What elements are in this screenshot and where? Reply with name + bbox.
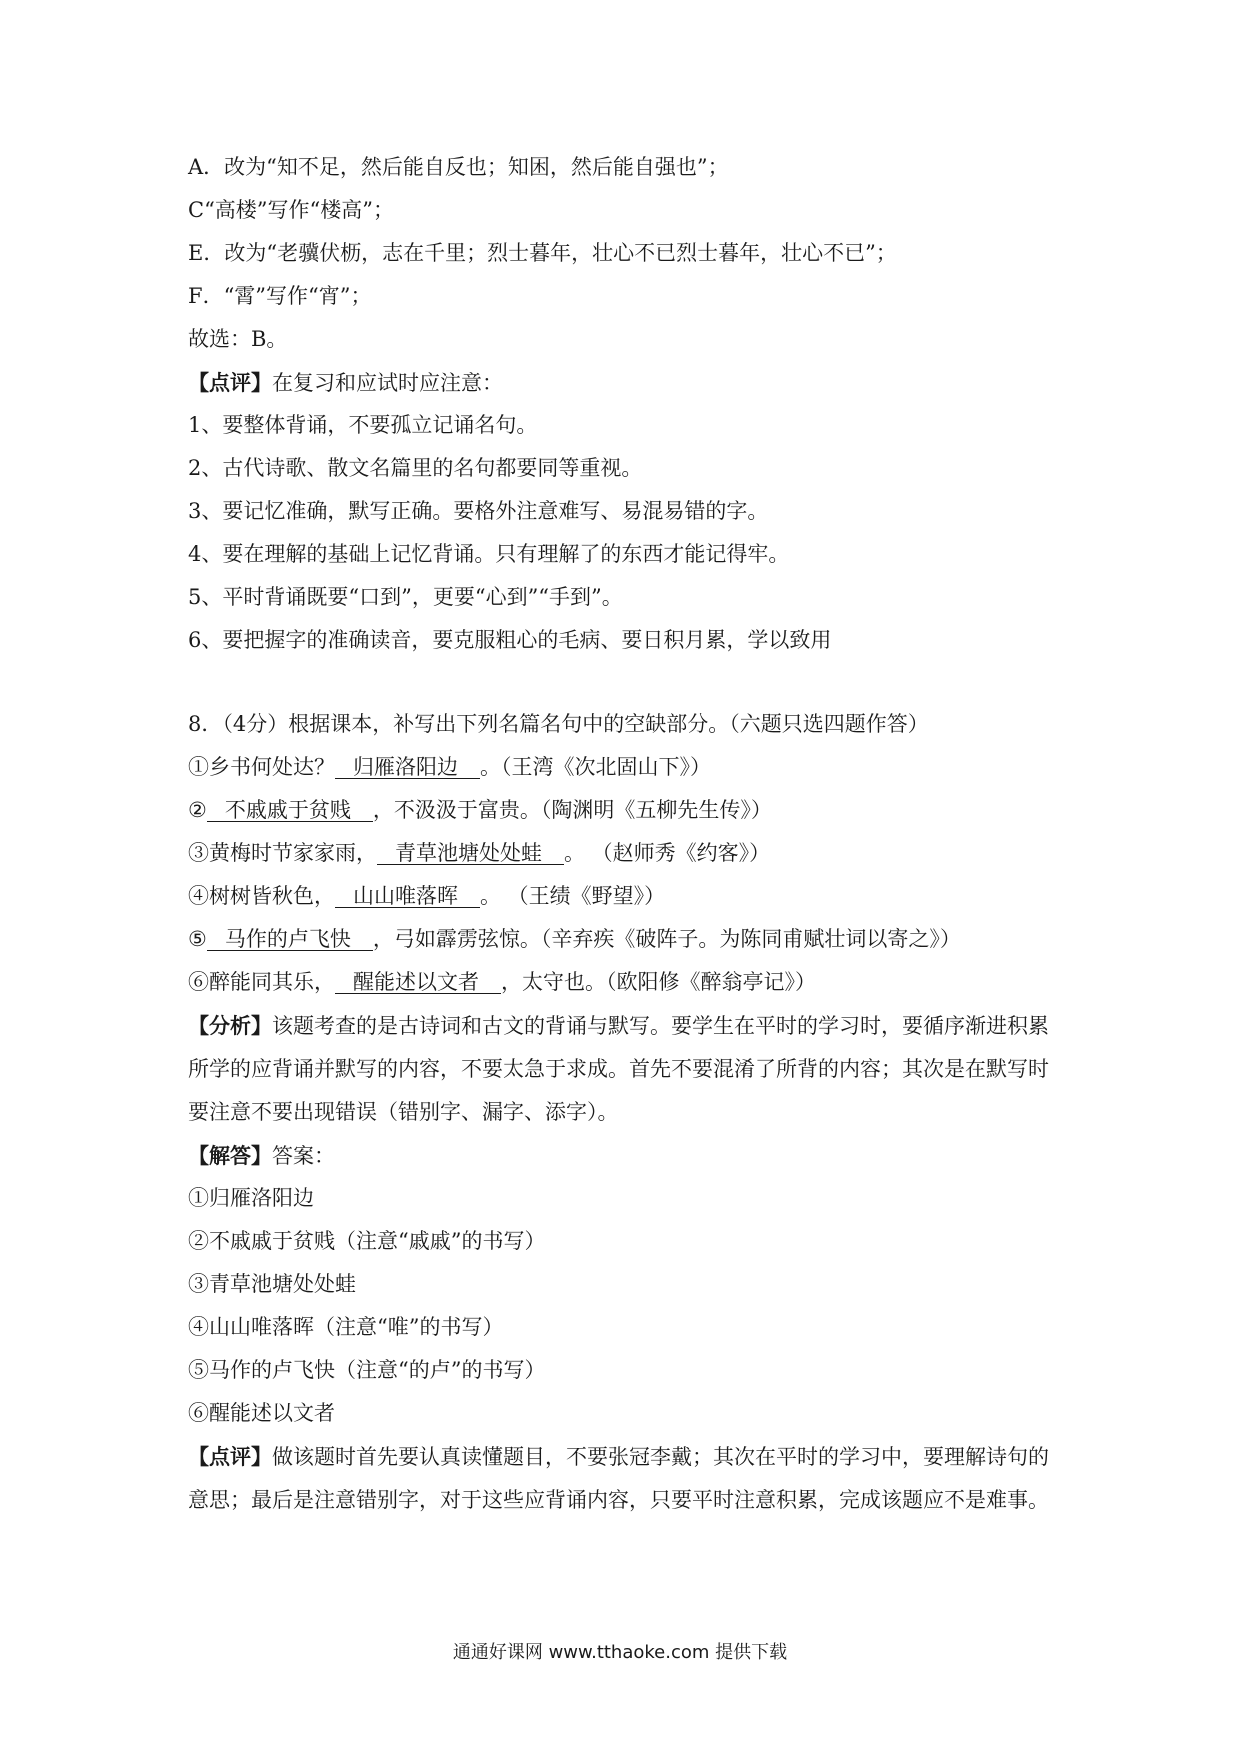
item-suffix: ，太守也。（欧阳修《醉翁亭记》）: [501, 970, 816, 994]
section-spacer: [188, 662, 1068, 703]
fill-blank-item: [188, 832, 1068, 875]
option-f-line: F．“霄”写作“宵”；: [188, 284, 372, 308]
tip-item: 5、平时背诵既要“口到”，更要“心到”“手到”。: [188, 585, 623, 609]
answer-tag: 【解答】: [188, 1143, 272, 1168]
option-a-line: A．改为“知不足，然后能自反也；知困，然后能自强也”；: [188, 155, 729, 179]
analysis-tag: 【分析】: [188, 1013, 272, 1038]
tip-item: 4、要在理解的基础上记忆背诵。只有理解了的东西才能记得牢。: [188, 542, 790, 566]
filled-blank: 马作的卢飞快: [207, 928, 373, 951]
filled-blank: 不戚戚于贫贱: [207, 799, 373, 822]
analysis-text: 该题考查的是古诗词和古文的背诵与默写。要学生在平时的学习时，要循序渐进积累所学的应背诵并默写的内容，不要太急于求成。首先不要混淆了所背的内容；其次是在默写时要注意不要出现错误（错别字、漏字、添字）。: [188, 1014, 1049, 1124]
answer-text: 答案：: [272, 1144, 335, 1168]
filled-blank: 归雁洛阳边: [335, 756, 480, 779]
item-suffix: ，弓如霹雳弦惊。（辛弃疾《破阵子。为陈同甫赋壮词以寄之》）: [372, 927, 961, 951]
option-e-line: E．改为“老骥伏枥，志在千里；烈士暮年，壮心不已烈士暮年，壮心不已”；: [188, 241, 897, 265]
comment-heading: [188, 361, 1068, 404]
comment-tag: 【点评】: [188, 370, 272, 395]
fill-blank-item: [188, 746, 1068, 789]
fill-blank-item: [188, 875, 1068, 918]
item-suffix: 。（王湾《次北固山下》）: [480, 755, 711, 779]
tip-item: 6、要把握字的准确读音，要克服粗心的毛病、要日积月累，学以致用: [188, 628, 832, 652]
item-prefix: ④树树皆秋色，: [188, 884, 335, 908]
item-prefix: ②: [188, 798, 207, 822]
item-suffix: 。 （赵师秀《约客》）: [564, 841, 771, 865]
question-8-title: 8．（4分）根据课本，补写出下列名篇名句中的空缺部分。（六题只选四题作答）: [188, 712, 929, 736]
item-suffix: ，不汲汲于富贵。（陶渊明《五柳先生传》）: [372, 798, 772, 822]
comment-text: 在复习和应试时应注意：: [272, 371, 503, 395]
analysis-paragraph: [188, 1004, 1068, 1134]
answer-item: ②不戚戚于贫贱（注意“戚戚”的书写）: [188, 1229, 546, 1253]
item-prefix: ①乡书何处达？: [188, 755, 335, 779]
item-suffix: 。 （王绩《野望》）: [480, 884, 666, 908]
fill-blank-item: [188, 789, 1068, 832]
answer-item: ①归雁洛阳边: [188, 1186, 314, 1210]
comment-text: 做该题时首先要认真读懂题目，不要张冠李戴；其次在平时的学习中，要理解诗句的意思；最后是注意错别字，对于这些应背诵内容，只要平时注意积累，完成该题应不是难事。: [188, 1445, 1049, 1512]
tip-item: 3、要记忆准确，默写正确。要格外注意难写、易混易错的字。: [188, 499, 769, 523]
tip-item: 2、古代诗歌、散文名篇里的名句都要同等重视。: [188, 456, 643, 480]
answer-item: ③青草池塘处处蛙: [188, 1272, 356, 1296]
filled-blank: 醒能述以文者: [335, 971, 501, 994]
answer-heading: [188, 1134, 1068, 1177]
page-footer: 通通好课网 www.tthaoke.com 提供下载: [452, 1642, 788, 1663]
tip-item: 1、要整体背诵，不要孤立记诵名句。: [188, 413, 538, 437]
fill-blank-item: [188, 918, 1068, 961]
comment-paragraph: [188, 1435, 1068, 1522]
item-prefix: ⑤: [188, 927, 207, 951]
item-prefix: ⑥醉能同其乐，: [188, 970, 335, 994]
answer-item: ⑥醒能述以文者: [188, 1401, 335, 1425]
comment-tag: 【点评】: [188, 1444, 272, 1469]
option-c-line: C“高楼”写作“楼高”；: [188, 198, 395, 222]
filled-blank: 山山唯落晖: [335, 885, 480, 908]
document-body: [188, 146, 1068, 1522]
answer-item: ④山山唯落晖（注意“唯”的书写）: [188, 1315, 504, 1339]
fill-blank-item: [188, 961, 1068, 1004]
item-prefix: ③黄梅时节家家雨，: [188, 841, 377, 865]
answer-item: ⑤马作的卢飞快（注意“的卢”的书写）: [188, 1358, 546, 1382]
filled-blank: 青草池塘处处蛙: [377, 842, 564, 865]
answer-choice-line: 故选：B。: [188, 327, 288, 351]
